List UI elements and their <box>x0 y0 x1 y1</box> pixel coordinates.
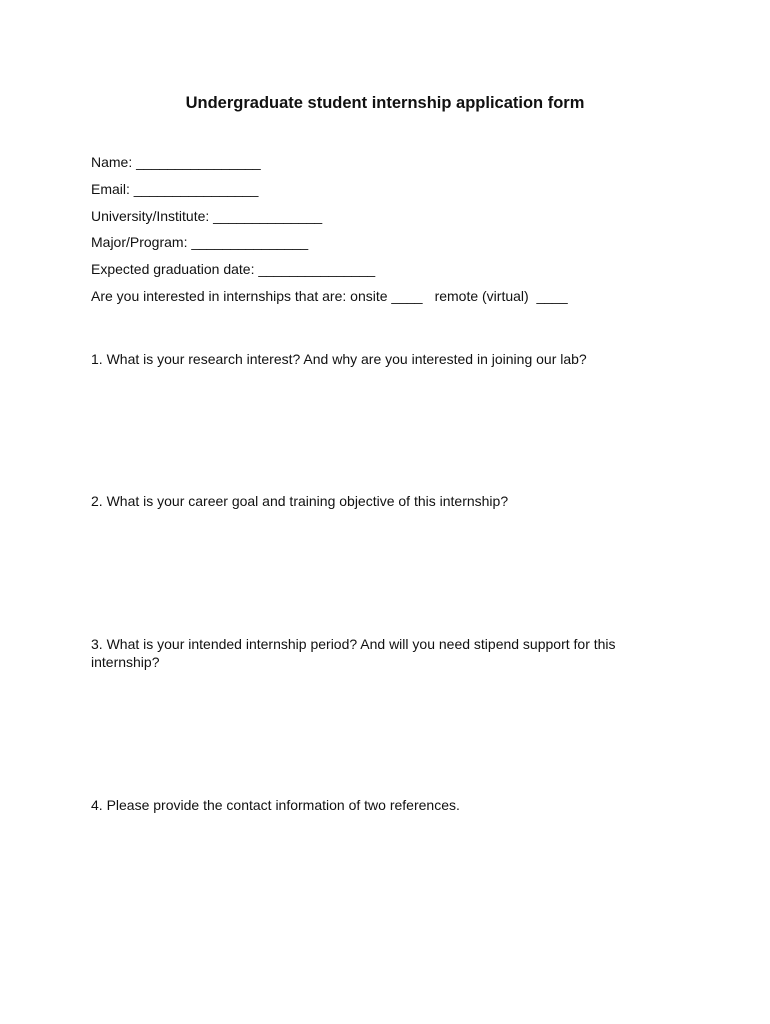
remote-blank[interactable]: ____ <box>536 288 568 304</box>
graduation-date-field <box>91 260 375 278</box>
university-field <box>91 207 322 225</box>
remote-label: remote (virtual) <box>434 288 537 304</box>
onsite-blank[interactable]: ____ <box>391 288 423 304</box>
email-field <box>91 180 258 198</box>
answer-area-career-goal[interactable] <box>91 514 681 624</box>
answer-area-internship-period[interactable] <box>91 676 681 786</box>
onsite-label: onsite <box>350 288 392 304</box>
major-field <box>91 233 308 251</box>
form-title: Undergraduate student internship application form <box>185 94 585 112</box>
question-career-goal: 2. What is your career goal and training objective of this internship? <box>91 493 509 509</box>
university-label: University/Institute: <box>91 208 214 224</box>
graduation-date-label: Expected graduation date: <box>91 261 259 277</box>
internship-type-field <box>91 287 568 305</box>
name-field <box>91 153 261 171</box>
question-research-interest: 1. What is your research interest? And why are you interested in joining our lab? <box>91 351 587 367</box>
name-label: Name: <box>91 154 137 170</box>
major-blank[interactable]: _______________ <box>191 234 309 250</box>
internship-type-label: Are you interested in internships that are: <box>91 288 351 304</box>
question-references: 4. Please provide the contact information of two references. <box>91 797 460 813</box>
question-internship-period: 3. What is your intended internship period? And will you need stipend support for this internship? <box>91 636 616 670</box>
university-blank[interactable]: ______________ <box>213 208 323 224</box>
graduation-date-blank[interactable]: _______________ <box>258 261 376 277</box>
email-label: Email: <box>91 181 134 197</box>
email-blank[interactable]: ________________ <box>133 181 259 197</box>
answer-area-research-interest[interactable] <box>91 372 681 482</box>
major-label: Major/Program: <box>91 234 192 250</box>
name-blank[interactable]: ________________ <box>136 154 261 170</box>
answer-area-references[interactable] <box>91 818 681 998</box>
